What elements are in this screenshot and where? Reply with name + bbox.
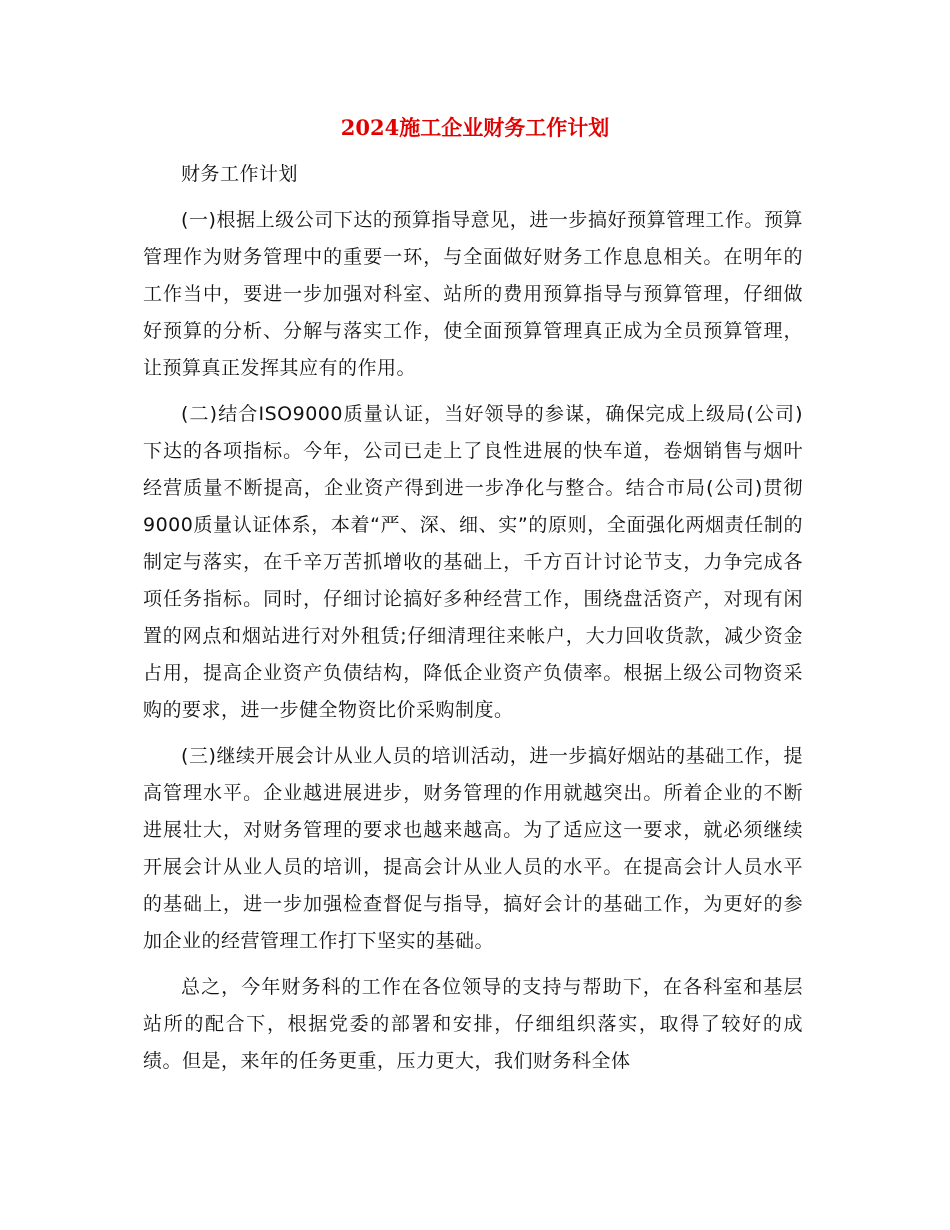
document-body (143, 156, 803, 1080)
section-subheading: 财务工作计划 (181, 163, 299, 185)
paragraph-budget-management: (一)根据上级公司下达的预算指导意见，进一步搞好预算管理工作。预算管理作为财务管理中的重要一环，与全面做好财务工作息息相关。在明年的工作当中，要进一步加强对科室、站所的费用预算指导与预算管理，仔细做好预算的分析、分解与落实工作，使全面预算管理真正成为全员预算管理，让预算真正发挥其应有的作用。 (143, 209, 803, 379)
document-title: 2024施工企业财务工作计划 (340, 115, 610, 140)
paragraph-quality-certification: (二)结合ISO9000质量认证，当好领导的参谋，确保完成上级局(公司)下达的各项指标。今年，公司已走上了良性进展的快车道，卷烟销售与烟叶经营质量不断提高，企业资产得到进一步净化与整合。结合市局(公司)贯彻9000质量认证体系，本着“严、深、细、实”的原则，全面强化两烟责任制的制定与落实，在千辛万苦抓增收的基础上，千方百计讨论节支，力争完成各项任务指标。同时，仔细讨论搞好多种经营工作，围绕盘活资产，对现有闲置的网点和烟站进行对外租赁;仔细清理往来帐户，大力回收货款，减少资金占用，提高企业资产负债结构，降低企业资产负债率。根据上级公司物资采购的要求，进一步健全物资比价采购制度。 (143, 403, 803, 721)
paragraph-accountant-training: (三)继续开展会计从业人员的培训活动，进一步搞好烟站的基础工作，提高管理水平。企业越进展进步，财务管理的作用就越突出。所着企业的不断进展壮大，对财务管理的要求也越来越高。为了适应这一要求，就必须继续开展会计从业人员的培训，提高会计从业人员的水平。在提高会计人员水平的基础上，进一步加强检查督促与指导，搞好会计的基础工作，为更好的参加企业的经营管理工作打下坚实的基础。 (143, 745, 803, 952)
paragraph-summary: 总之，今年财务科的工作在各位领导的支持与帮助下，在各科室和基层站所的配合下，根据党委的部署和安排，仔细组织落实，取得了较好的成绩。但是，来年的任务更重，压力更大，我们财务科全体 (143, 976, 803, 1072)
